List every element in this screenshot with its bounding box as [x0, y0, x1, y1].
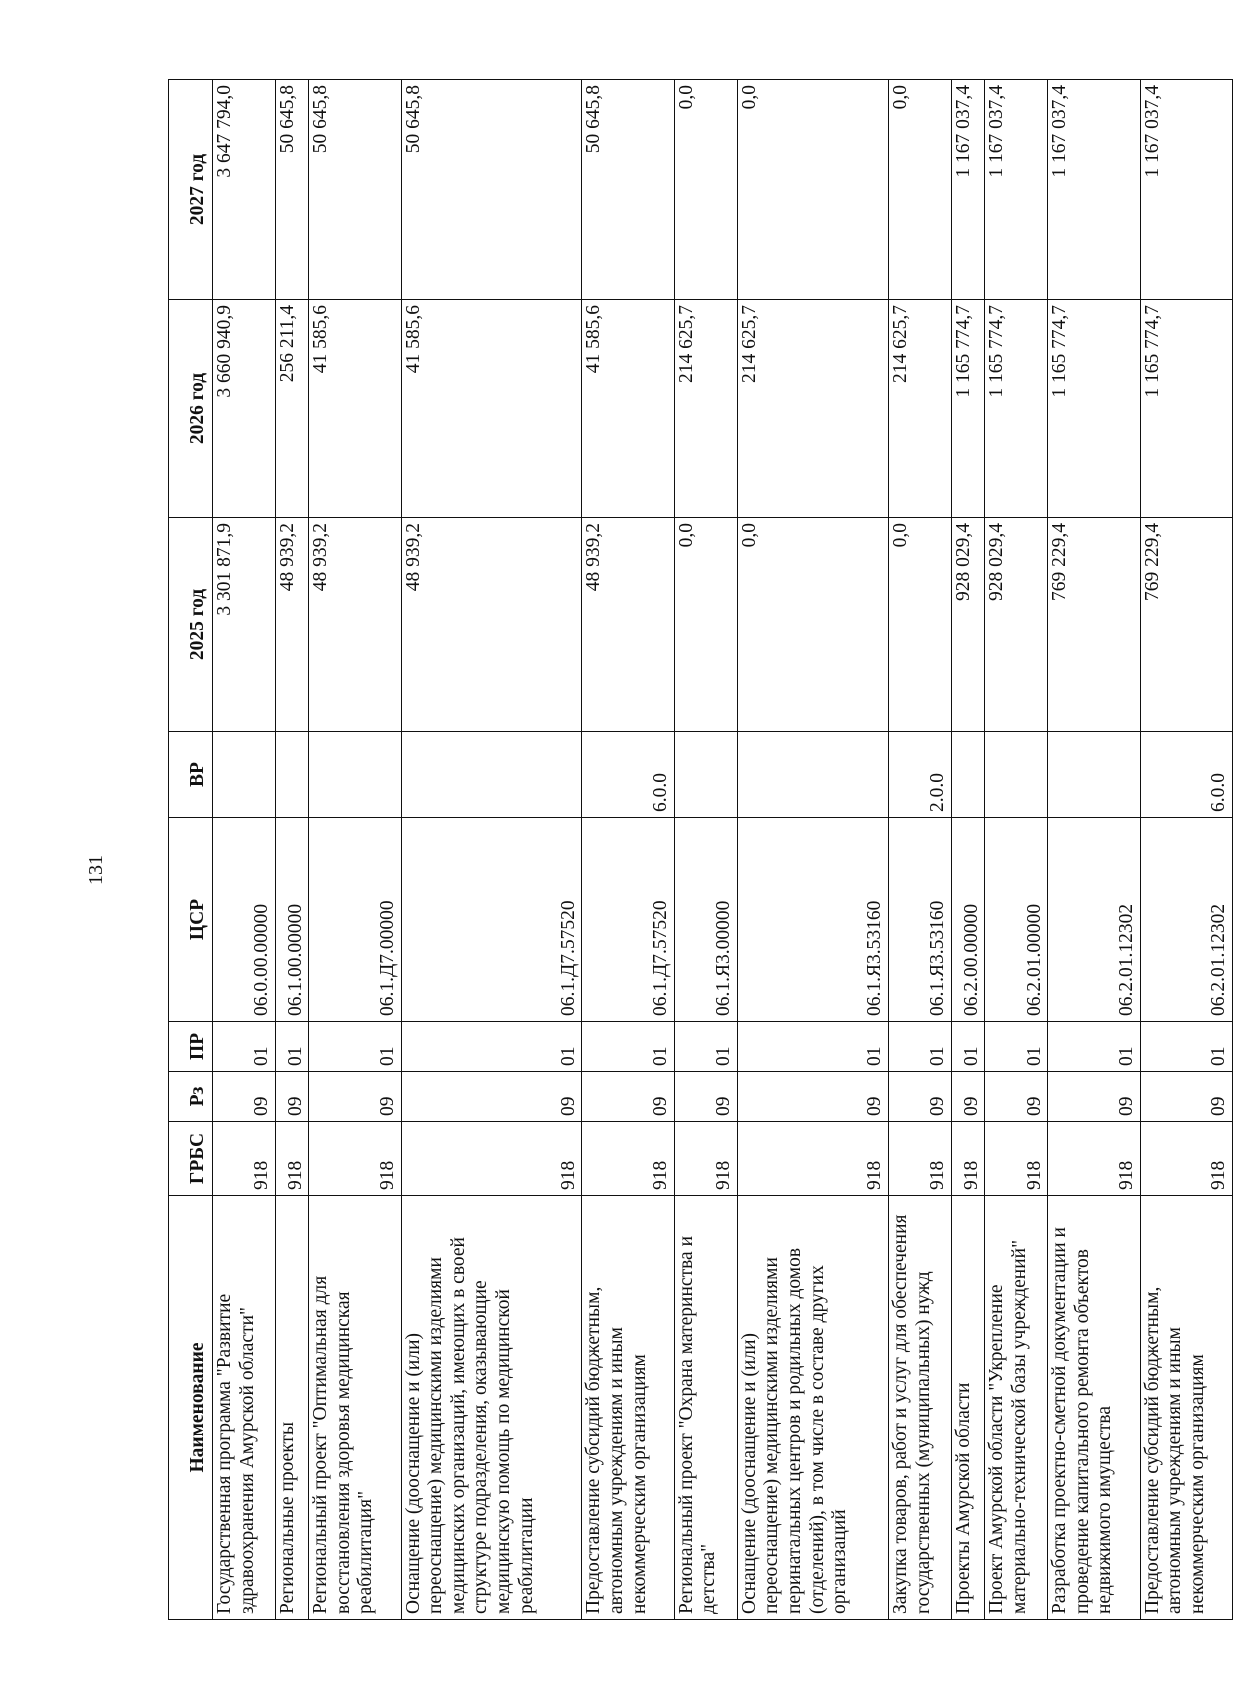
row-rz: 09 [213, 1072, 276, 1122]
row-2027: 1 167 037,4 [1048, 80, 1140, 300]
row-rz: 09 [951, 1072, 984, 1122]
row-vr: 2.0.0 [889, 732, 952, 818]
row-vr [1048, 732, 1140, 818]
row-csr: 06.0.00.00000 [213, 818, 276, 1022]
header-2025: 2025 год [169, 518, 213, 732]
row-grbs: 918 [674, 1122, 737, 1196]
row-2026: 214 625,7 [737, 300, 888, 518]
row-vr [309, 732, 401, 818]
row-pr: 01 [737, 1022, 888, 1072]
header-csr: ЦСР [169, 818, 213, 1022]
row-csr: 06.2.01.12302 [1140, 818, 1232, 1022]
row-grbs: 918 [1140, 1122, 1232, 1196]
row-name: Региональные проекты [275, 1196, 308, 1620]
table-row [275, 80, 308, 1620]
row-pr: 01 [674, 1022, 737, 1072]
header-pr: ПР [169, 1022, 213, 1072]
row-2027: 1 167 037,4 [1140, 80, 1232, 300]
row-vr [401, 732, 582, 818]
row-vr [951, 732, 984, 818]
row-2027: 50 645,8 [582, 80, 674, 300]
row-rz: 09 [889, 1072, 952, 1122]
row-vr: 6.0.0 [582, 732, 674, 818]
header-rz: Рз [169, 1072, 213, 1122]
row-2027: 50 645,8 [309, 80, 401, 300]
row-2027: 0,0 [889, 80, 952, 300]
row-csr: 06.2.00.00000 [951, 818, 984, 1022]
row-grbs: 918 [985, 1122, 1048, 1196]
table-row [951, 80, 984, 1620]
row-2026: 1 165 774,7 [951, 300, 984, 518]
row-2025: 928 029,4 [985, 518, 1048, 732]
row-2027: 3 647 794,0 [213, 80, 276, 300]
row-vr: 6.0.0 [1140, 732, 1232, 818]
row-csr: 06.1.00.00000 [275, 818, 308, 1022]
header-2026: 2026 год [169, 300, 213, 518]
row-2025: 769 229,4 [1140, 518, 1232, 732]
row-csr: 06.1.Д7.57520 [401, 818, 582, 1022]
budget-table [168, 79, 1233, 1620]
row-csr: 06.1.Я3.00000 [674, 818, 737, 1022]
row-2025: 48 939,2 [401, 518, 582, 732]
row-name: Региональный проект "Оптимальная для восстановления здоровья медицинская реабилитация" [309, 1196, 401, 1620]
table-body [213, 80, 1233, 1620]
row-csr: 06.1.Д7.00000 [309, 818, 401, 1022]
table-row [737, 80, 888, 1620]
header-vr: ВР [169, 732, 213, 818]
row-2027: 1 167 037,4 [985, 80, 1048, 300]
row-rz: 09 [737, 1072, 888, 1122]
row-grbs: 918 [1048, 1122, 1140, 1196]
row-grbs: 918 [582, 1122, 674, 1196]
row-name: Предоставление субсидий бюджетным, автономным учреждениям и иным некоммерческим организациям [582, 1196, 674, 1620]
row-vr [674, 732, 737, 818]
row-2026: 3 660 940,9 [213, 300, 276, 518]
row-pr: 01 [1140, 1022, 1232, 1072]
row-pr: 01 [985, 1022, 1048, 1072]
row-2025: 48 939,2 [309, 518, 401, 732]
row-2026: 41 585,6 [582, 300, 674, 518]
table-row [213, 80, 276, 1620]
row-2027: 0,0 [674, 80, 737, 300]
table-row [985, 80, 1048, 1620]
row-2027: 50 645,8 [275, 80, 308, 300]
row-name: Оснащение (дооснащение и (или) переоснащение) медицинскими изделиями медицинских организаций, имеющих в своей структуре подразделения, оказывающие медицинскую помощь по медицинской реабилитации [401, 1196, 582, 1620]
row-csr: 06.2.01.00000 [985, 818, 1048, 1022]
row-name: Проекты Амурской области [951, 1196, 984, 1620]
row-grbs: 918 [889, 1122, 952, 1196]
row-2025: 3 301 871,9 [213, 518, 276, 732]
row-pr: 01 [401, 1022, 582, 1072]
header-name: Наименование [169, 1196, 213, 1620]
row-pr: 01 [582, 1022, 674, 1072]
row-grbs: 918 [737, 1122, 888, 1196]
row-name: Закупка товаров, работ и услуг для обеспечения государственных (муниципальных) нужд [889, 1196, 952, 1620]
row-grbs: 918 [401, 1122, 582, 1196]
row-rz: 09 [309, 1072, 401, 1122]
row-2025: 0,0 [889, 518, 952, 732]
table-row [889, 80, 952, 1620]
row-csr: 06.1.Я3.53160 [889, 818, 952, 1022]
row-2025: 0,0 [674, 518, 737, 732]
header-2027: 2027 год [169, 80, 213, 300]
row-2026: 214 625,7 [889, 300, 952, 518]
row-2025: 769 229,4 [1048, 518, 1140, 732]
row-2026: 1 165 774,7 [1048, 300, 1140, 518]
row-vr [737, 732, 888, 818]
row-rz: 09 [401, 1072, 582, 1122]
row-rz: 09 [582, 1072, 674, 1122]
row-2026: 41 585,6 [309, 300, 401, 518]
row-2025: 0,0 [737, 518, 888, 732]
row-csr: 06.2.01.12302 [1048, 818, 1140, 1022]
rotated-table-container [168, 80, 1233, 1620]
row-2027: 1 167 037,4 [951, 80, 984, 300]
row-name: Региональный проект "Охрана материнства и детства" [674, 1196, 737, 1620]
header-row [169, 80, 213, 1620]
header-grbs: ГРБС [169, 1122, 213, 1196]
table-row [1140, 80, 1232, 1620]
row-2026: 1 165 774,7 [1140, 300, 1232, 518]
row-2027: 0,0 [737, 80, 888, 300]
row-2026: 256 211,4 [275, 300, 308, 518]
row-name: Предоставление субсидий бюджетным, автономным учреждениям и иным некоммерческим организациям [1140, 1196, 1232, 1620]
row-pr: 01 [275, 1022, 308, 1072]
row-pr: 01 [309, 1022, 401, 1072]
row-2025: 48 939,2 [275, 518, 308, 732]
row-2026: 41 585,6 [401, 300, 582, 518]
row-vr [275, 732, 308, 818]
row-grbs: 918 [213, 1122, 276, 1196]
row-vr [985, 732, 1048, 818]
row-csr: 06.1.Д7.57520 [582, 818, 674, 1022]
row-2025: 928 029,4 [951, 518, 984, 732]
row-csr: 06.1.Я3.53160 [737, 818, 888, 1022]
row-name: Разработка проектно-сметной документации и проведение капитального ремонта объектов недвижимого имущества [1048, 1196, 1140, 1620]
row-name: Оснащение (дооснащение и (или) переоснащение) медицинскими изделиями перинатальных центров и родильных домов (отделений), в том числе в составе других организаций [737, 1196, 888, 1620]
table-row [674, 80, 737, 1620]
table-row [309, 80, 401, 1620]
table-row [401, 80, 582, 1620]
row-grbs: 918 [275, 1122, 308, 1196]
row-rz: 09 [1140, 1072, 1232, 1122]
table-row [1048, 80, 1140, 1620]
row-rz: 09 [985, 1072, 1048, 1122]
table-row [582, 80, 674, 1620]
row-pr: 01 [213, 1022, 276, 1072]
row-2025: 48 939,2 [582, 518, 674, 732]
row-rz: 09 [1048, 1072, 1140, 1122]
row-pr: 01 [951, 1022, 984, 1072]
row-rz: 09 [674, 1072, 737, 1122]
row-2027: 50 645,8 [401, 80, 582, 300]
page-number: 131 [85, 855, 107, 885]
row-rz: 09 [275, 1072, 308, 1122]
row-pr: 01 [889, 1022, 952, 1072]
row-name: Проект Амурской области "Укрепление материально-технической базы учреждений" [985, 1196, 1048, 1620]
row-grbs: 918 [951, 1122, 984, 1196]
row-2026: 214 625,7 [674, 300, 737, 518]
row-grbs: 918 [309, 1122, 401, 1196]
row-name: Государственная программа "Развитие здравоохранения Амурской области" [213, 1196, 276, 1620]
row-2026: 1 165 774,7 [985, 300, 1048, 518]
row-vr [213, 732, 276, 818]
row-pr: 01 [1048, 1022, 1140, 1072]
